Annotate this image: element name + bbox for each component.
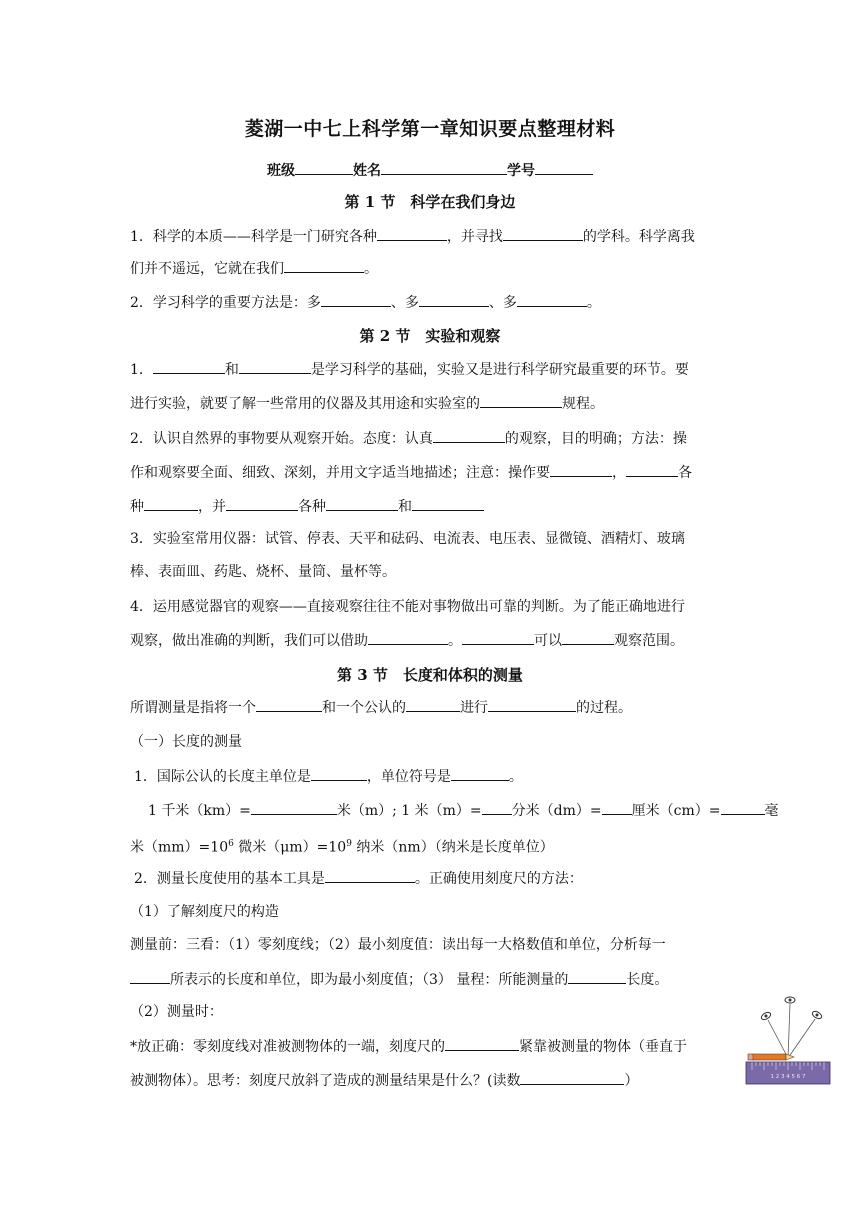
s2-paragraph-4-line-1: 4．运用感觉器官的观察——直接观察往往不能对事物做出可靠的判断。为了能正确地进行 xyxy=(130,599,685,615)
blank[interactable] xyxy=(368,630,448,645)
blank[interactable] xyxy=(130,969,170,984)
eye-icon xyxy=(785,997,795,1003)
s3-conversion-line-1: 1 千米（km）= 米（m）; 1 米（m）= 分米（dm）= 厘米（cm）= 毫 xyxy=(148,800,779,821)
section-2-heading: 第 2 节 实验和观察 xyxy=(359,327,501,345)
blank[interactable] xyxy=(251,800,337,815)
s1-paragraph-1-line-2: 们并不遥远，它就在我们 。 xyxy=(130,258,378,279)
sight-line xyxy=(788,1004,790,1058)
ruler-icon xyxy=(746,1062,830,1084)
s2-paragraph-3-line-1: 3．实验室常用仪器：试管、停表、天平和砝码、电流表、电压表、显微镜、酒精灯、玻璃 xyxy=(130,531,685,547)
blank[interactable] xyxy=(482,800,512,815)
blank[interactable] xyxy=(419,292,489,307)
student-info-line xyxy=(0,160,860,180)
s1-paragraph-2: 2．学习科学的重要方法是：多 、多 、多 。 xyxy=(130,292,601,313)
blank[interactable] xyxy=(517,292,587,307)
pencil-icon xyxy=(748,1054,794,1060)
s3-before-measure-line-2: 所表示的长度和单位，即为最小刻度值；（3） 量程：所能测量的 长度。 xyxy=(130,969,668,990)
blank[interactable] xyxy=(568,969,626,984)
blank[interactable] xyxy=(562,630,614,645)
sight-line xyxy=(788,1019,815,1058)
blank[interactable] xyxy=(321,292,391,307)
blank[interactable] xyxy=(412,496,484,511)
s3-subheading-length: （一）长度的测量 xyxy=(130,734,242,750)
document-title: 菱湖一中七上科学第一章知识要点整理材料 xyxy=(244,118,616,140)
blank[interactable] xyxy=(721,800,765,815)
class-blank[interactable] xyxy=(295,160,353,175)
blank[interactable] xyxy=(626,462,678,477)
blank[interactable] xyxy=(550,462,612,477)
blank[interactable] xyxy=(433,428,505,443)
s2-paragraph-1-line-2: 进行实验，就要了解一些常用的仪器及其用途和实验室的 规程。 xyxy=(130,393,604,414)
blank[interactable] xyxy=(462,630,534,645)
section-3-heading: 第 3 节 长度和体积的测量 xyxy=(337,666,523,684)
blank[interactable] xyxy=(520,1070,624,1085)
blank[interactable] xyxy=(480,393,562,408)
s2-paragraph-3-line-2: 棒、表面皿、药匙、烧杯、量筒、量杯等。 xyxy=(130,564,396,580)
eye-icon xyxy=(811,1010,823,1020)
blank[interactable] xyxy=(377,226,447,241)
s3-before-measure-line-1: 测量前：三看：（1）零刻度线；（2）最小刻度值：读出每一大格数值和单位，分析每一 xyxy=(130,937,666,953)
ruler-tick-labels: 1 2 3 4 5 6 7 xyxy=(770,1074,806,1080)
s2-paragraph-2-line-1: 2．认识自然界的事物要从观察开始。态度：认真 的观察，目的明确；方法：操 xyxy=(130,428,687,449)
blank[interactable] xyxy=(445,1036,519,1051)
blank[interactable] xyxy=(451,766,509,781)
s3-step-1: （1）了解刻度尺的构造 xyxy=(130,904,279,920)
s3-step-2: （2）测量时： xyxy=(130,1004,223,1020)
blank[interactable] xyxy=(284,258,364,273)
blank[interactable] xyxy=(226,496,298,511)
section-1-heading: 第 1 节 科学在我们身边 xyxy=(344,193,516,211)
blank[interactable] xyxy=(488,697,576,712)
s1-paragraph-1-line-1: 1．科学的本质——科学是一门研究各种 ，并寻找 的学科。科学离我 xyxy=(130,226,695,247)
blank[interactable] xyxy=(325,868,415,883)
sight-line xyxy=(768,1020,788,1058)
blank[interactable] xyxy=(503,226,583,241)
blank[interactable] xyxy=(311,766,367,781)
id-label: 学号 xyxy=(507,163,535,179)
s2-paragraph-1-line-1: 1． 和 是学习科学的基础，实验又是进行科学研究最重要的环节。要 xyxy=(130,359,689,380)
name-blank[interactable] xyxy=(381,160,507,175)
s3-intro: 所谓测量是指将一个 和一个公认的 进行 的过程。 xyxy=(130,697,632,718)
blank[interactable] xyxy=(239,359,311,374)
s3-placement-line-2: 被测物体）。思考：刻度尺放斜了造成的测量结果是什么？(读数 ） xyxy=(130,1070,638,1091)
blank[interactable] xyxy=(602,800,632,815)
eye-icon xyxy=(760,1011,772,1021)
blank[interactable] xyxy=(406,697,460,712)
ruler-reading-illustration xyxy=(744,990,834,1090)
s3-conversion-line-2: 米$(mm)=10^6$ 微米$(\mu m)=10^9$ 纳米（nm）（纳米是长度单位） xyxy=(130,839,554,856)
s2-paragraph-4-line-2: 观察，做出准确的判断，我们可以借助 。 可以 观察范围。 xyxy=(130,630,684,651)
name-label: 姓名 xyxy=(353,163,381,179)
blank[interactable] xyxy=(326,496,398,511)
blank[interactable] xyxy=(256,697,322,712)
s2-paragraph-2-line-2: 作和观察要全面、细致、深刻，并用文字适当地描述；注意：操作要 ， 各 xyxy=(130,462,692,483)
blank[interactable] xyxy=(153,359,225,374)
id-blank[interactable] xyxy=(535,160,593,175)
s2-paragraph-2-line-3: 种 ，并 各种 和 xyxy=(130,496,484,517)
blank[interactable] xyxy=(144,496,198,511)
s3-question-1: 1．国际公认的长度主单位是 ，单位符号是 。 xyxy=(134,766,523,787)
s3-question-2: 2．测量长度使用的基本工具是 。正确使用刻度尺的方法： xyxy=(134,868,583,889)
class-label: 班级 xyxy=(267,163,295,179)
s3-placement-line-1: *放正确：零刻度线对准被测物体的一端，刻度尺的 紧靠被测量的物体（垂直于 xyxy=(130,1036,687,1057)
